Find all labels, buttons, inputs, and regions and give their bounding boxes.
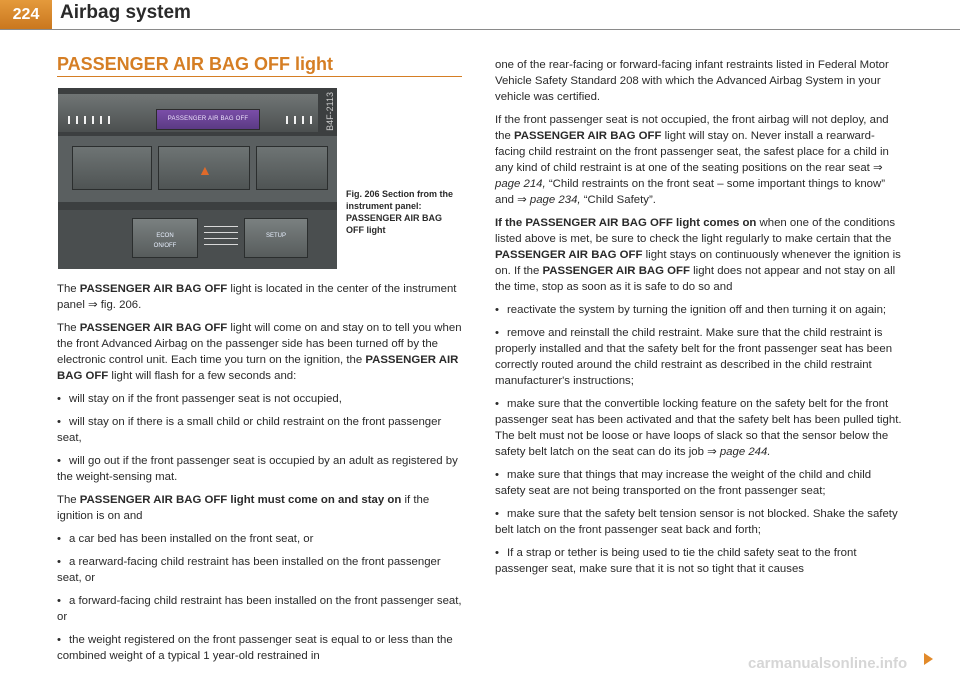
- section-divider: [57, 76, 462, 77]
- tick-mark: [100, 116, 102, 124]
- section-title: PASSENGER AIR BAG OFF light: [57, 54, 334, 74]
- list-item: • remove and reinstall the child restraint. Make sure that the child restraint is properly installed and that the safety belt for the front passenger seat has been correctly routed around the child restraint as described in the child restraint manufacturer's instructions;: [495, 327, 893, 387]
- tick-mark: [302, 116, 304, 124]
- setup-button: SETUP: [244, 218, 308, 258]
- vent-lines: [204, 226, 238, 250]
- panel-button: [256, 146, 328, 190]
- paragraph-light-comes-on: If the PASSENGER AIR BAG OFF light comes on when one of the conditions listed above is met, be sure to check the light regularly to make certain that the PASSENGER AIR BAG OFF light stays on continuously whenever the ignition is on. If the PASSENGER AIR BAG OFF light does not appear and not stay on all the time, stop as soon as it is safe to do so and: [495, 217, 901, 293]
- list-item: • the weight registered on the front passenger seat is equal to or less than the combined weight of a typical 1 year-old restrained in: [57, 634, 453, 662]
- tick-mark: [294, 116, 296, 124]
- paragraph-function: The PASSENGER AIR BAG OFF light will come on and stay on to tell you when the front Advanced Airbag on the passenger side has been turned off by the electronic control unit. Each time you turn on the ignition, the PASSENGER AIR BAG OFF light will flash for a few seconds and:: [57, 322, 462, 382]
- watermark: carmanualsonline.info: [748, 655, 908, 672]
- list-item: • make sure that the safety belt tension sensor is not blocked. Shake the safety belt latch on the front passenger seat back and forth;: [495, 508, 898, 536]
- chapter-title: Airbag system: [60, 2, 191, 23]
- list-item: • If a strap or tether is being used to tie the child safety seat to the front passenger seat, make sure that it is not so tight that it causes: [495, 547, 857, 575]
- continue-arrow-icon: [924, 653, 933, 665]
- header-divider: [0, 29, 960, 30]
- passenger-airbag-off-lamp: PASSENGER AIR BAG OFF: [156, 109, 260, 130]
- paragraph-not-occupied: If the front passenger seat is not occupied, the front airbag will not deploy, and the PASSENGER AIR BAG OFF light will stay on. Never install a rearward-facing child restraint on the front passenger seat, the safest place for a child in any kind of child restraint is at one of the seating positions on the rear seat ⇒ page 214, “Child restraints on the front seat – some important things to know” and ⇒ page 234, “Child Safety”.: [495, 114, 889, 206]
- list-item: • make sure that things that may increase the weight of the child and child safety seat are not being transported on the front passenger seat;: [495, 469, 872, 497]
- tick-mark: [84, 116, 86, 124]
- econ-button: ECON ON/OFF: [132, 218, 198, 258]
- climate-control-row: [58, 210, 337, 269]
- tick-mark: [108, 116, 110, 124]
- list-item: • will go out if the front passenger seat is occupied by an adult as registered by the weight-sensing mat.: [57, 455, 458, 483]
- page-header: [0, 0, 960, 30]
- page-number: 224: [0, 0, 52, 30]
- list-item: • a rearward-facing child restraint has been installed on the front passenger seat, or: [57, 556, 441, 584]
- tick-mark: [76, 116, 78, 124]
- panel-button: [72, 146, 152, 190]
- instrument-panel-figure: [58, 88, 337, 269]
- list-item: • reactivate the system by turning the ignition off and then turning it on again;: [495, 304, 887, 316]
- indicator-strip: [58, 94, 318, 132]
- hazard-button-row: [58, 136, 337, 202]
- tick-mark: [92, 116, 94, 124]
- list-item: • will stay on if the front passenger seat is not occupied,: [57, 393, 342, 405]
- paragraph-location: The PASSENGER AIR BAG OFF light is located in the center of the instrument panel ⇒ fig. 206.: [57, 283, 457, 311]
- paragraph-continuation: one of the rear-facing or forward-facing infant restraints listed in Federal Motor Vehicle Safety Standard 208 with which the Advanced Airbag System in your vehicle was certified.: [495, 59, 889, 103]
- figure-caption: Fig. 206 Section from the instrument panel: PASSENGER AIR BAG OFF light: [346, 189, 454, 235]
- list-item: • make sure that the convertible locking feature on the safety belt for the front passenger seat has been activated and that the safety belt has been pulled tight. The belt must not be loose or have loops of slack so that the sensor below the safety belt latch on the seat can do its job ⇒ page 244.: [495, 398, 902, 458]
- paragraph-must-stay-on: The PASSENGER AIR BAG OFF light must come on and stay on if the ignition is on and: [57, 494, 430, 522]
- tick-mark: [68, 116, 70, 124]
- list-item: • will stay on if there is a small child or child restraint on the front passenger seat,: [57, 416, 442, 444]
- hazard-warning-icon: ▲: [198, 162, 212, 178]
- list-item: • a car bed has been installed on the front seat, or: [57, 533, 314, 545]
- tick-mark: [310, 116, 312, 124]
- left-column: [57, 281, 462, 671]
- tick-mark: [286, 116, 288, 124]
- right-column: [495, 57, 903, 584]
- figure-code: B4F-2113: [325, 92, 335, 131]
- list-item: • a forward-facing child restraint has been installed on the front passenger seat, or: [57, 595, 462, 623]
